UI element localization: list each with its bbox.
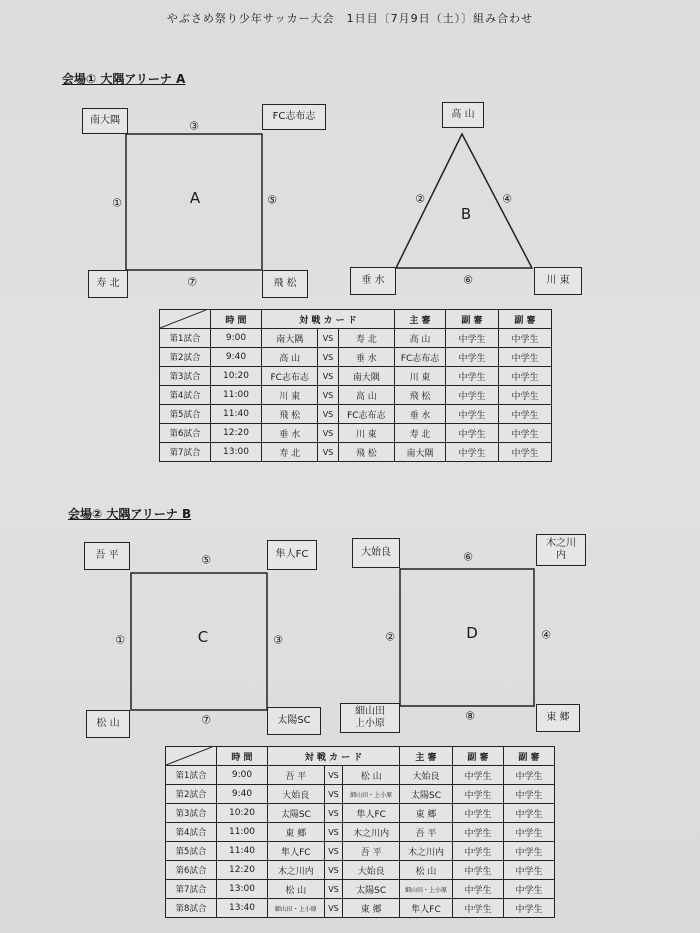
table-row — [166, 785, 555, 804]
cell-away: 飛 松 — [338, 443, 394, 462]
cell-ref: 高 山 — [395, 329, 446, 348]
cell-a2: 中学生 — [504, 804, 555, 823]
schedule-table-venue1 — [159, 309, 552, 462]
cell-a2: 中学生 — [504, 899, 555, 918]
cell-vs: VS — [324, 861, 343, 880]
cell-home: 松 山 — [268, 880, 325, 899]
cell-vs: VS — [318, 443, 338, 462]
venue2-heading: 会場② 大隅アリーナ B — [68, 507, 192, 521]
cell-ref: 木之川内 — [400, 842, 453, 861]
team-box-taiyo-sc: 太陽SC — [267, 707, 321, 735]
cell-a2: 中学生 — [499, 386, 552, 405]
cell-home: 吾 平 — [268, 766, 325, 785]
group-c-label: C — [197, 628, 209, 646]
cell-time: 12:20 — [217, 861, 268, 880]
cell-game: 第2試合 — [166, 785, 217, 804]
cell-game: 第8試合 — [166, 899, 217, 918]
cell-game: 第3試合 — [166, 804, 217, 823]
cell-home: 太陽SC — [268, 804, 325, 823]
cell-home: 東 郷 — [268, 823, 325, 842]
cell-away: 東 郷 — [343, 899, 400, 918]
cell-time: 13:00 — [217, 880, 268, 899]
table-row — [160, 405, 552, 424]
cell-away: 細山田・上小原 — [343, 785, 400, 804]
cell-home: 寿 北 — [262, 443, 318, 462]
header-referee: 主 審 — [400, 747, 453, 766]
cell-a1: 中学生 — [453, 766, 504, 785]
cell-a2: 中学生 — [504, 823, 555, 842]
table-row — [160, 367, 552, 386]
table-row — [160, 348, 552, 367]
cell-a1: 中学生 — [446, 443, 499, 462]
cell-game: 第4試合 — [166, 823, 217, 842]
schedule-table-venue2 — [165, 746, 555, 918]
match-label: ⑤ — [267, 193, 277, 207]
venue1-heading: 会場① 大隅アリーナ A — [62, 72, 186, 86]
cell-game: 第1試合 — [160, 329, 211, 348]
group-b-label: B — [460, 205, 472, 223]
cell-a1: 中学生 — [453, 842, 504, 861]
match-label: ⑥ — [463, 273, 473, 287]
team-box-kotobuki-kita: 寿 北 — [88, 270, 128, 298]
page-title: やぶさめ祭り少年サッカー大会 1日目〔7月9日（土）〕組み合わせ — [166, 12, 534, 25]
cell-a1: 中学生 — [453, 823, 504, 842]
match-label: ③ — [189, 119, 199, 133]
cell-vs: VS — [318, 348, 338, 367]
cell-home: 細山田・上小原 — [268, 899, 325, 918]
match-label: ③ — [273, 633, 283, 647]
cell-ref: 松 山 — [400, 861, 453, 880]
cell-game: 第5試合 — [160, 405, 211, 424]
team-box-hosoyamada-kamiobaru: 細山田上小原 — [340, 703, 400, 733]
cell-a1: 中学生 — [446, 405, 499, 424]
cell-ref: 寿 北 — [395, 424, 446, 443]
cell-away: 大始良 — [343, 861, 400, 880]
table-row — [166, 823, 555, 842]
cell-vs: VS — [318, 367, 338, 386]
cell-time: 11:00 — [217, 823, 268, 842]
cell-vs: VS — [324, 766, 343, 785]
table-row — [166, 861, 555, 880]
cell-home: FC志布志 — [262, 367, 318, 386]
cell-a1: 中学生 — [446, 367, 499, 386]
corner-cell — [160, 310, 211, 329]
cell-ref: 飛 松 — [395, 386, 446, 405]
match-label: ⑦ — [201, 713, 211, 727]
cell-a2: 中学生 — [499, 443, 552, 462]
cell-time: 9:00 — [217, 766, 268, 785]
cell-game: 第7試合 — [160, 443, 211, 462]
match-label: ⑥ — [463, 550, 473, 564]
cell-ref: 川 東 — [395, 367, 446, 386]
cell-time: 9:40 — [211, 348, 262, 367]
table-row — [166, 842, 555, 861]
cell-away: 隼人FC — [343, 804, 400, 823]
cell-a2: 中学生 — [499, 348, 552, 367]
table-row — [160, 329, 552, 348]
cell-a1: 中学生 — [446, 348, 499, 367]
cell-a2: 中学生 — [499, 329, 552, 348]
cell-game: 第1試合 — [166, 766, 217, 785]
team-box-tarumizu: 垂 水 — [350, 267, 396, 295]
cell-away: 吾 平 — [343, 842, 400, 861]
cell-a1: 中学生 — [453, 785, 504, 804]
cell-home: 川 東 — [262, 386, 318, 405]
cell-a1: 中学生 — [446, 424, 499, 443]
cell-a1: 中学生 — [453, 899, 504, 918]
team-box-minami-osumi: 南大隅 — [82, 108, 128, 134]
cell-time: 12:20 — [211, 424, 262, 443]
team-box-kinokawauchi: 木之川内 — [536, 534, 586, 566]
match-label: ⑧ — [465, 709, 475, 723]
team-box-hisho: 飛 松 — [262, 270, 308, 298]
team-box-fc-shibushi: FC志布志 — [262, 104, 326, 130]
cell-vs: VS — [318, 424, 338, 443]
cell-away: 寿 北 — [338, 329, 394, 348]
match-label: ④ — [541, 628, 551, 642]
cell-vs: VS — [324, 804, 343, 823]
cell-ref: 細山田・上小原 — [400, 880, 453, 899]
cell-a1: 中学生 — [453, 880, 504, 899]
cell-vs: VS — [318, 329, 338, 348]
cell-home: 垂 水 — [262, 424, 318, 443]
table-row — [166, 766, 555, 785]
match-label: ④ — [502, 192, 512, 206]
cell-game: 第5試合 — [166, 842, 217, 861]
header-time: 時 間 — [217, 747, 268, 766]
cell-vs: VS — [324, 880, 343, 899]
cell-away: 高 山 — [338, 386, 394, 405]
team-box-aira: 吾 平 — [84, 542, 130, 570]
match-label: ⑦ — [187, 275, 197, 289]
cell-ref: 南大隅 — [395, 443, 446, 462]
cell-game: 第3試合 — [160, 367, 211, 386]
team-box-hayato-fc: 隼人FC — [267, 540, 317, 570]
cell-vs: VS — [324, 842, 343, 861]
group-d-label: D — [466, 624, 478, 642]
cell-game: 第4試合 — [160, 386, 211, 405]
cell-vs: VS — [318, 405, 338, 424]
table-row — [160, 443, 552, 462]
cell-home: 飛 松 — [262, 405, 318, 424]
cell-a2: 中学生 — [504, 785, 555, 804]
cell-ref: 東 郷 — [400, 804, 453, 823]
cell-game: 第7試合 — [166, 880, 217, 899]
cell-time: 10:20 — [217, 804, 268, 823]
cell-a1: 中学生 — [446, 386, 499, 405]
cell-ref: 隼人FC — [400, 899, 453, 918]
cell-vs: VS — [324, 785, 343, 804]
cell-a2: 中学生 — [499, 405, 552, 424]
header-assistant1: 副 審 — [446, 310, 499, 329]
table-row — [166, 804, 555, 823]
cell-vs: VS — [324, 899, 343, 918]
group-a-label: A — [189, 189, 201, 207]
cell-game: 第6試合 — [160, 424, 211, 443]
table-row — [160, 386, 552, 405]
cell-time: 10:20 — [211, 367, 262, 386]
team-box-togo: 東 郷 — [536, 704, 580, 732]
cell-time: 11:40 — [217, 842, 268, 861]
cell-game: 第2試合 — [160, 348, 211, 367]
cell-ref: 垂 水 — [395, 405, 446, 424]
cell-away: FC志布志 — [338, 405, 394, 424]
cell-a1: 中学生 — [453, 861, 504, 880]
team-box-kawahigashi: 川 東 — [534, 267, 582, 295]
cell-time: 9:40 — [217, 785, 268, 804]
cell-away: 松 山 — [343, 766, 400, 785]
match-label: ⑤ — [201, 553, 211, 567]
cell-a2: 中学生 — [504, 842, 555, 861]
cell-time: 13:00 — [211, 443, 262, 462]
cell-home: 木之川内 — [268, 861, 325, 880]
cell-time: 9:00 — [211, 329, 262, 348]
cell-time: 11:00 — [211, 386, 262, 405]
cell-ref: 大始良 — [400, 766, 453, 785]
corner-cell — [166, 747, 217, 766]
cell-away: 南大隅 — [338, 367, 394, 386]
cell-a2: 中学生 — [504, 766, 555, 785]
cell-away: 太陽SC — [343, 880, 400, 899]
match-label: ① — [112, 196, 122, 210]
cell-ref: 吾 平 — [400, 823, 453, 842]
cell-home: 南大隅 — [262, 329, 318, 348]
cell-home: 大始良 — [268, 785, 325, 804]
cell-game: 第6試合 — [166, 861, 217, 880]
table-row — [166, 880, 555, 899]
header-assistant2: 副 審 — [504, 747, 555, 766]
cell-a1: 中学生 — [446, 329, 499, 348]
header-matchup: 対 戦 カ ー ド — [268, 747, 400, 766]
table-row — [166, 899, 555, 918]
cell-ref: 太陽SC — [400, 785, 453, 804]
cell-home: 高 山 — [262, 348, 318, 367]
cell-time: 11:40 — [211, 405, 262, 424]
cell-ref: FC志布志 — [395, 348, 446, 367]
cell-a2: 中学生 — [499, 367, 552, 386]
header-matchup: 対 戦 カ ー ド — [262, 310, 395, 329]
header-assistant2: 副 審 — [499, 310, 552, 329]
cell-a2: 中学生 — [504, 861, 555, 880]
cell-home: 隼人FC — [268, 842, 325, 861]
team-box-matsuyama: 松 山 — [86, 710, 130, 738]
match-label: ② — [415, 192, 425, 206]
match-label: ① — [115, 633, 125, 647]
team-box-takayama: 高 山 — [442, 102, 484, 128]
team-box-ooshira: 大始良 — [352, 538, 400, 568]
match-label: ② — [385, 630, 395, 644]
cell-away: 川 東 — [338, 424, 394, 443]
header-referee: 主 審 — [395, 310, 446, 329]
header-time: 時 間 — [211, 310, 262, 329]
cell-a2: 中学生 — [499, 424, 552, 443]
header-assistant1: 副 審 — [453, 747, 504, 766]
cell-vs: VS — [324, 823, 343, 842]
cell-away: 木之川内 — [343, 823, 400, 842]
cell-vs: VS — [318, 386, 338, 405]
cell-a1: 中学生 — [453, 804, 504, 823]
cell-time: 13:40 — [217, 899, 268, 918]
cell-away: 垂 水 — [338, 348, 394, 367]
table-row — [160, 424, 552, 443]
cell-a2: 中学生 — [504, 880, 555, 899]
